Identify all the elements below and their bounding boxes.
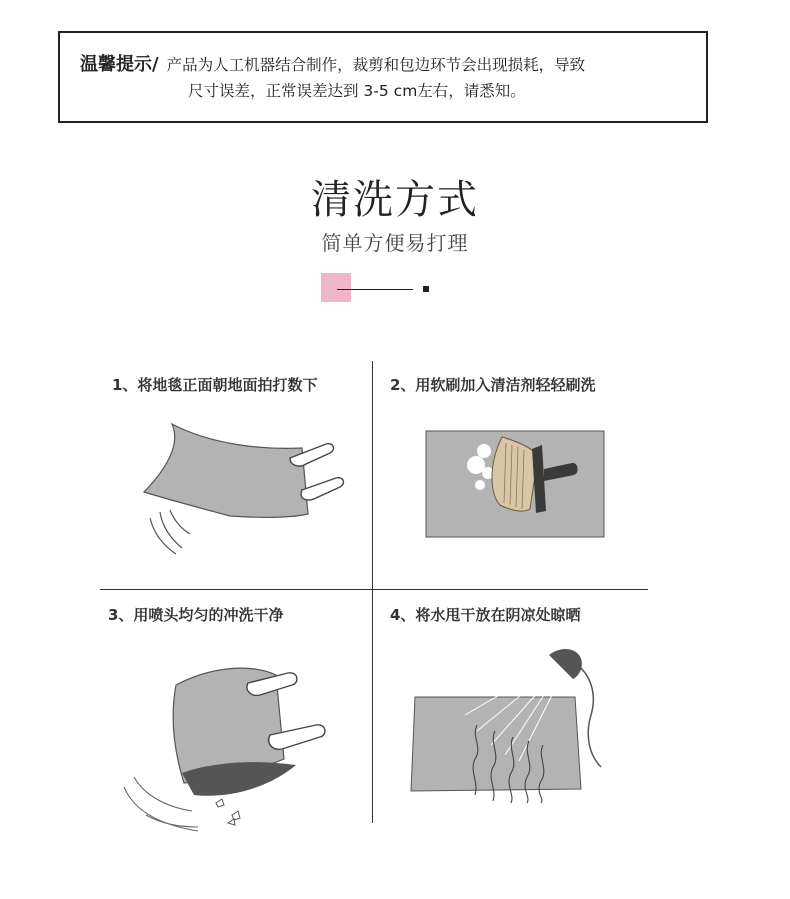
step-3-label: 3、用喷头均匀的冲洗干净 bbox=[108, 606, 284, 624]
section-subtitle: 简单方便易打理 bbox=[321, 231, 469, 255]
carpet-rinse-icon bbox=[120, 655, 335, 840]
notice-title: 温馨提示/ bbox=[80, 54, 159, 75]
grid-divider-horizontal bbox=[100, 589, 648, 590]
decor-pink-square bbox=[321, 273, 351, 302]
step-1-label: 1、将地毯正面朝地面拍打数下 bbox=[112, 376, 318, 394]
notice-line-1 bbox=[80, 55, 585, 75]
notice-box bbox=[58, 31, 708, 123]
notice-text-2: 尺寸误差，正常误差达到 3-5 cm左右，请悉知。 bbox=[188, 82, 526, 100]
grid-divider-vertical bbox=[372, 361, 373, 823]
decor-dot bbox=[423, 286, 429, 292]
step-4-label: 4、将水甩干放在阴凉处晾晒 bbox=[390, 606, 581, 624]
shower-dry-icon bbox=[405, 645, 625, 805]
step-2-label: 2、用软刷加入清洁剂轻轻刷洗 bbox=[390, 376, 596, 394]
notice-line-2 bbox=[188, 81, 526, 101]
carpet-pat-icon bbox=[140, 420, 350, 560]
decor-line bbox=[337, 289, 413, 290]
notice-text-1: 产品为人工机器结合制作，裁剪和包边环节会出现损耗，导致 bbox=[166, 56, 586, 74]
section-title: 清洗方式 bbox=[311, 177, 479, 223]
brush-scrub-icon bbox=[420, 425, 610, 540]
